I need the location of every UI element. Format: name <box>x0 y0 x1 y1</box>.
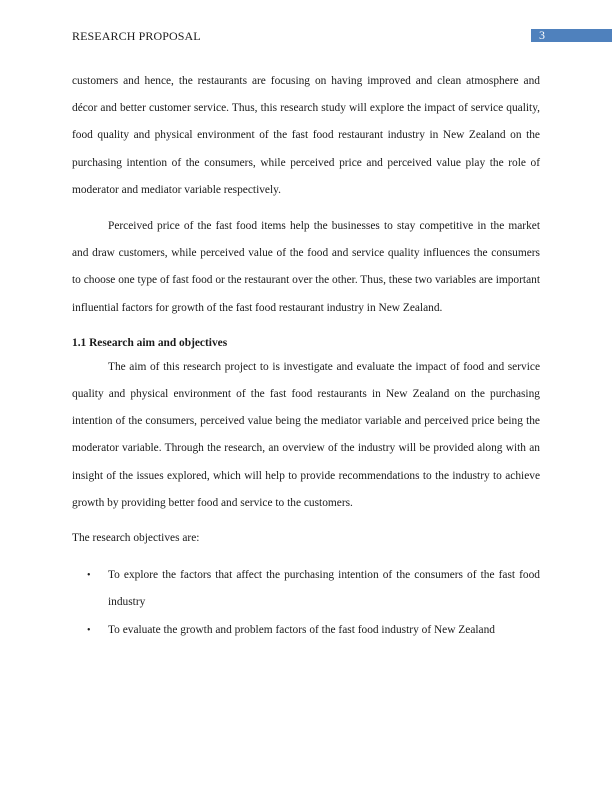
page-number-bar <box>531 29 612 42</box>
section-heading: 1.1 Research aim and objectives <box>72 336 228 349</box>
objectives-intro: The research objectives are: <box>72 532 200 545</box>
running-head: RESEARCH PROPOSAL <box>72 29 201 43</box>
paragraph-1: customers and hence, the restaurants are focusing on having improved and clean atmosphere and décor and better customer service. Thus, this research study will explore the impact of service quality, food quality and physical environment of the fast food restaurant industry in New Zealand on the purchasing intention of the consumers, while perceived price and perceived value play the role of moderator and mediator variable respectively. <box>72 75 540 196</box>
page-number: 3 <box>539 28 545 42</box>
bullet-icon: • <box>87 624 91 636</box>
document-body <box>72 68 540 644</box>
objective-item <box>72 617 540 644</box>
paragraph-3: The aim of this research project to is investigate and evaluate the impact of food and service quality and physical environment of the fast food restaurants in New Zealand on the purchasing intention of the consumers, perceived value being the mediator variable and perceived price being the moderator variable. Through the research, an overview of the industry will be provided along with an insight of the issues explored, which will help to provide recommendations to the industry to achieve growth by providing better food and service to the customers. <box>72 360 540 509</box>
objective-text: To evaluate the growth and problem factors of the fast food industry of New Zealand <box>108 623 495 636</box>
objectives-list <box>72 562 540 644</box>
paragraph-2: Perceived price of the fast food items help the businesses to stay competitive in the market and draw customers, while perceived value of the food and service quality influences the consumers to choose one type of fast food or the restaurant over the other. Thus, these two variables are important influential factors for growth of the fast food restaurant industry in New Zealand. <box>72 220 540 314</box>
bullet-icon: • <box>87 570 91 582</box>
objective-text: To explore the factors that affect the purchasing intention of the consumers of the fast food industry <box>108 569 540 609</box>
objective-item <box>72 562 540 616</box>
